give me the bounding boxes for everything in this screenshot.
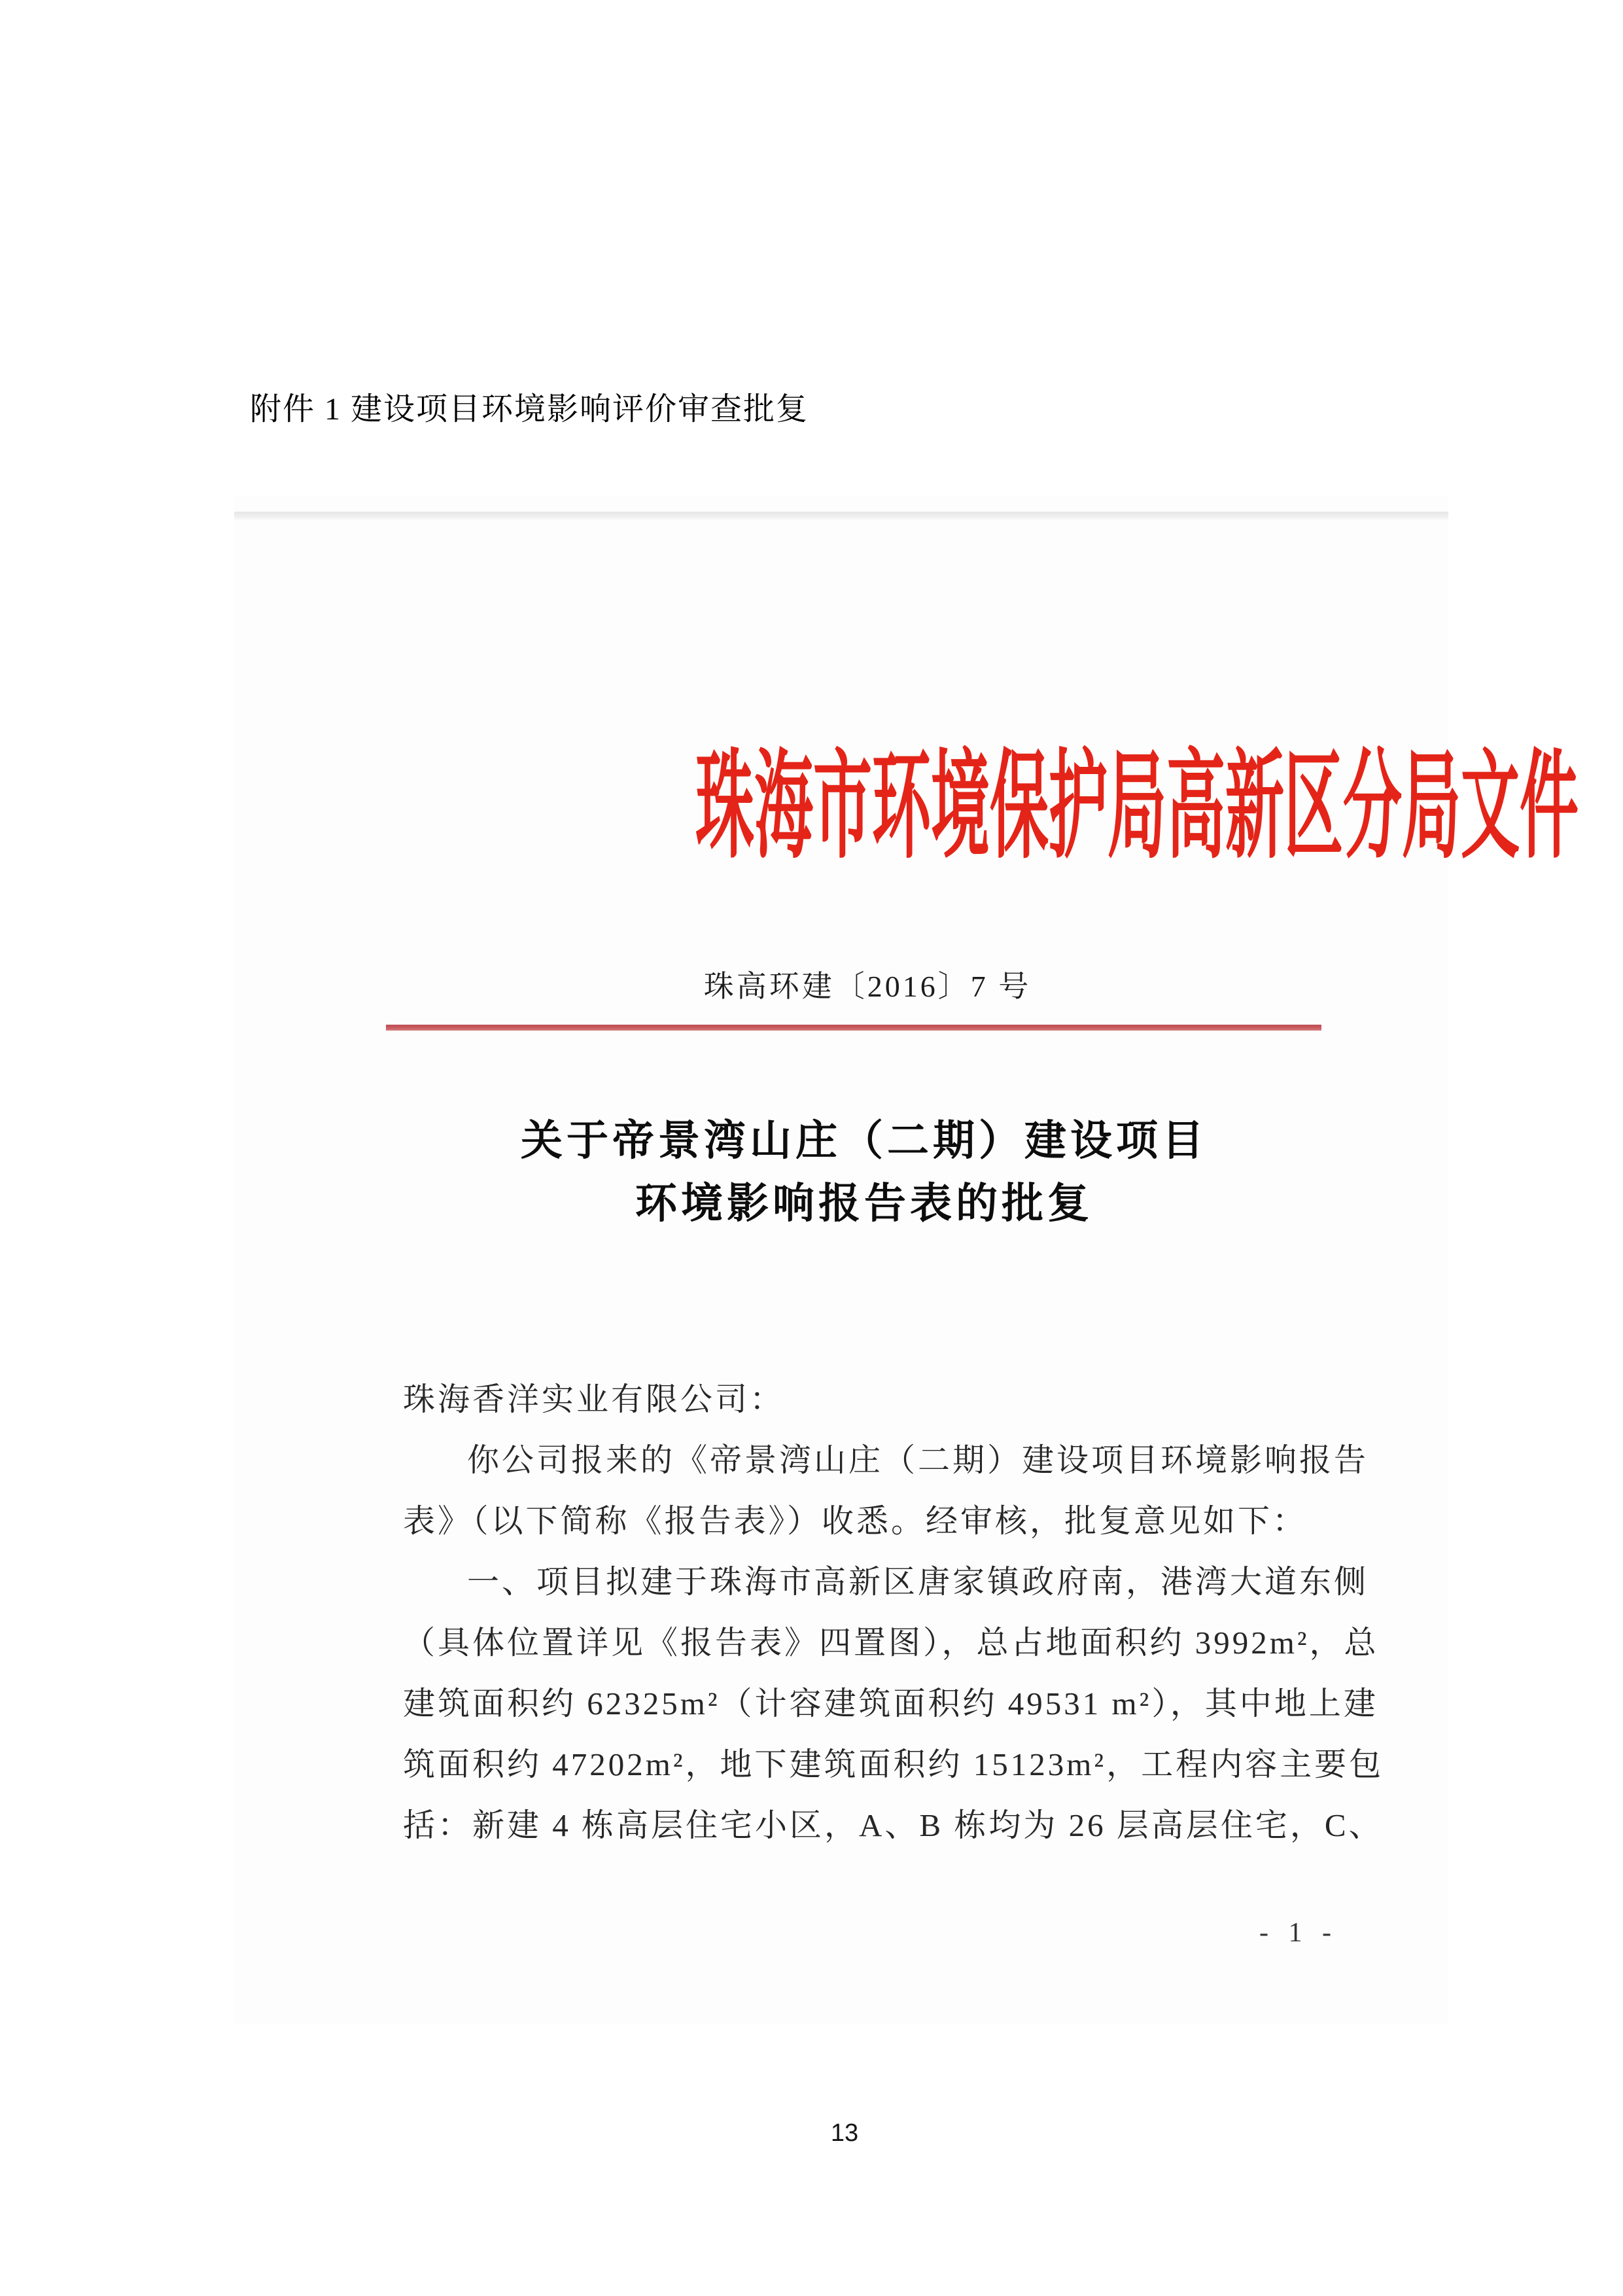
document-body xyxy=(403,1369,1397,1856)
document-title-line1: 关于帝景湾山庄（二期）建设项目 xyxy=(521,1118,1208,1164)
document-title-line2: 环境影响报告表的批复 xyxy=(635,1180,1093,1227)
salutation: 珠海香洋实业有限公司： xyxy=(403,1381,785,1417)
attachment-heading: 附件 1 建设项目环境影响评价审查批复 xyxy=(250,392,809,427)
body-line: 表》（以下简称《报告表》）收悉。经审核，批复意见如下： xyxy=(403,1503,1308,1539)
page-number: 13 xyxy=(830,2119,859,2147)
body-line: （具体位置详见《报告表》四置图），总占地面积约 3992m²，总 xyxy=(403,1625,1379,1661)
body-line: 筑面积约 47202m²，地下建筑面积约 15123m²，工程内容主要包 xyxy=(403,1746,1384,1782)
scan-top-edge xyxy=(234,512,1448,520)
document-number: 珠高环建〔2016〕7 号 xyxy=(703,970,1032,1003)
body-line: 建筑面积约 62325m²（计容建筑面积约 49531 m²），其中地上建 xyxy=(403,1686,1378,1722)
agency-title xyxy=(234,742,1579,873)
scan-page-marker: - 1 - xyxy=(1259,1918,1338,1948)
scanned-document xyxy=(234,496,1579,2024)
body-line: 括：新建 4 栋高层住宅小区，A、B 栋均为 26 层高层住宅，C、 xyxy=(403,1807,1384,1843)
body-line: 一、项目拟建于珠海市高新区唐家镇政府南，港湾大道东侧 xyxy=(467,1564,1369,1600)
body-line: 你公司报来的《帝景湾山庄（二期）建设项目环境影响报告 xyxy=(467,1442,1369,1478)
red-divider-line xyxy=(386,1025,1321,1031)
agency-title-text: 珠海市环境保护局高新区分局文件 xyxy=(695,742,1579,872)
